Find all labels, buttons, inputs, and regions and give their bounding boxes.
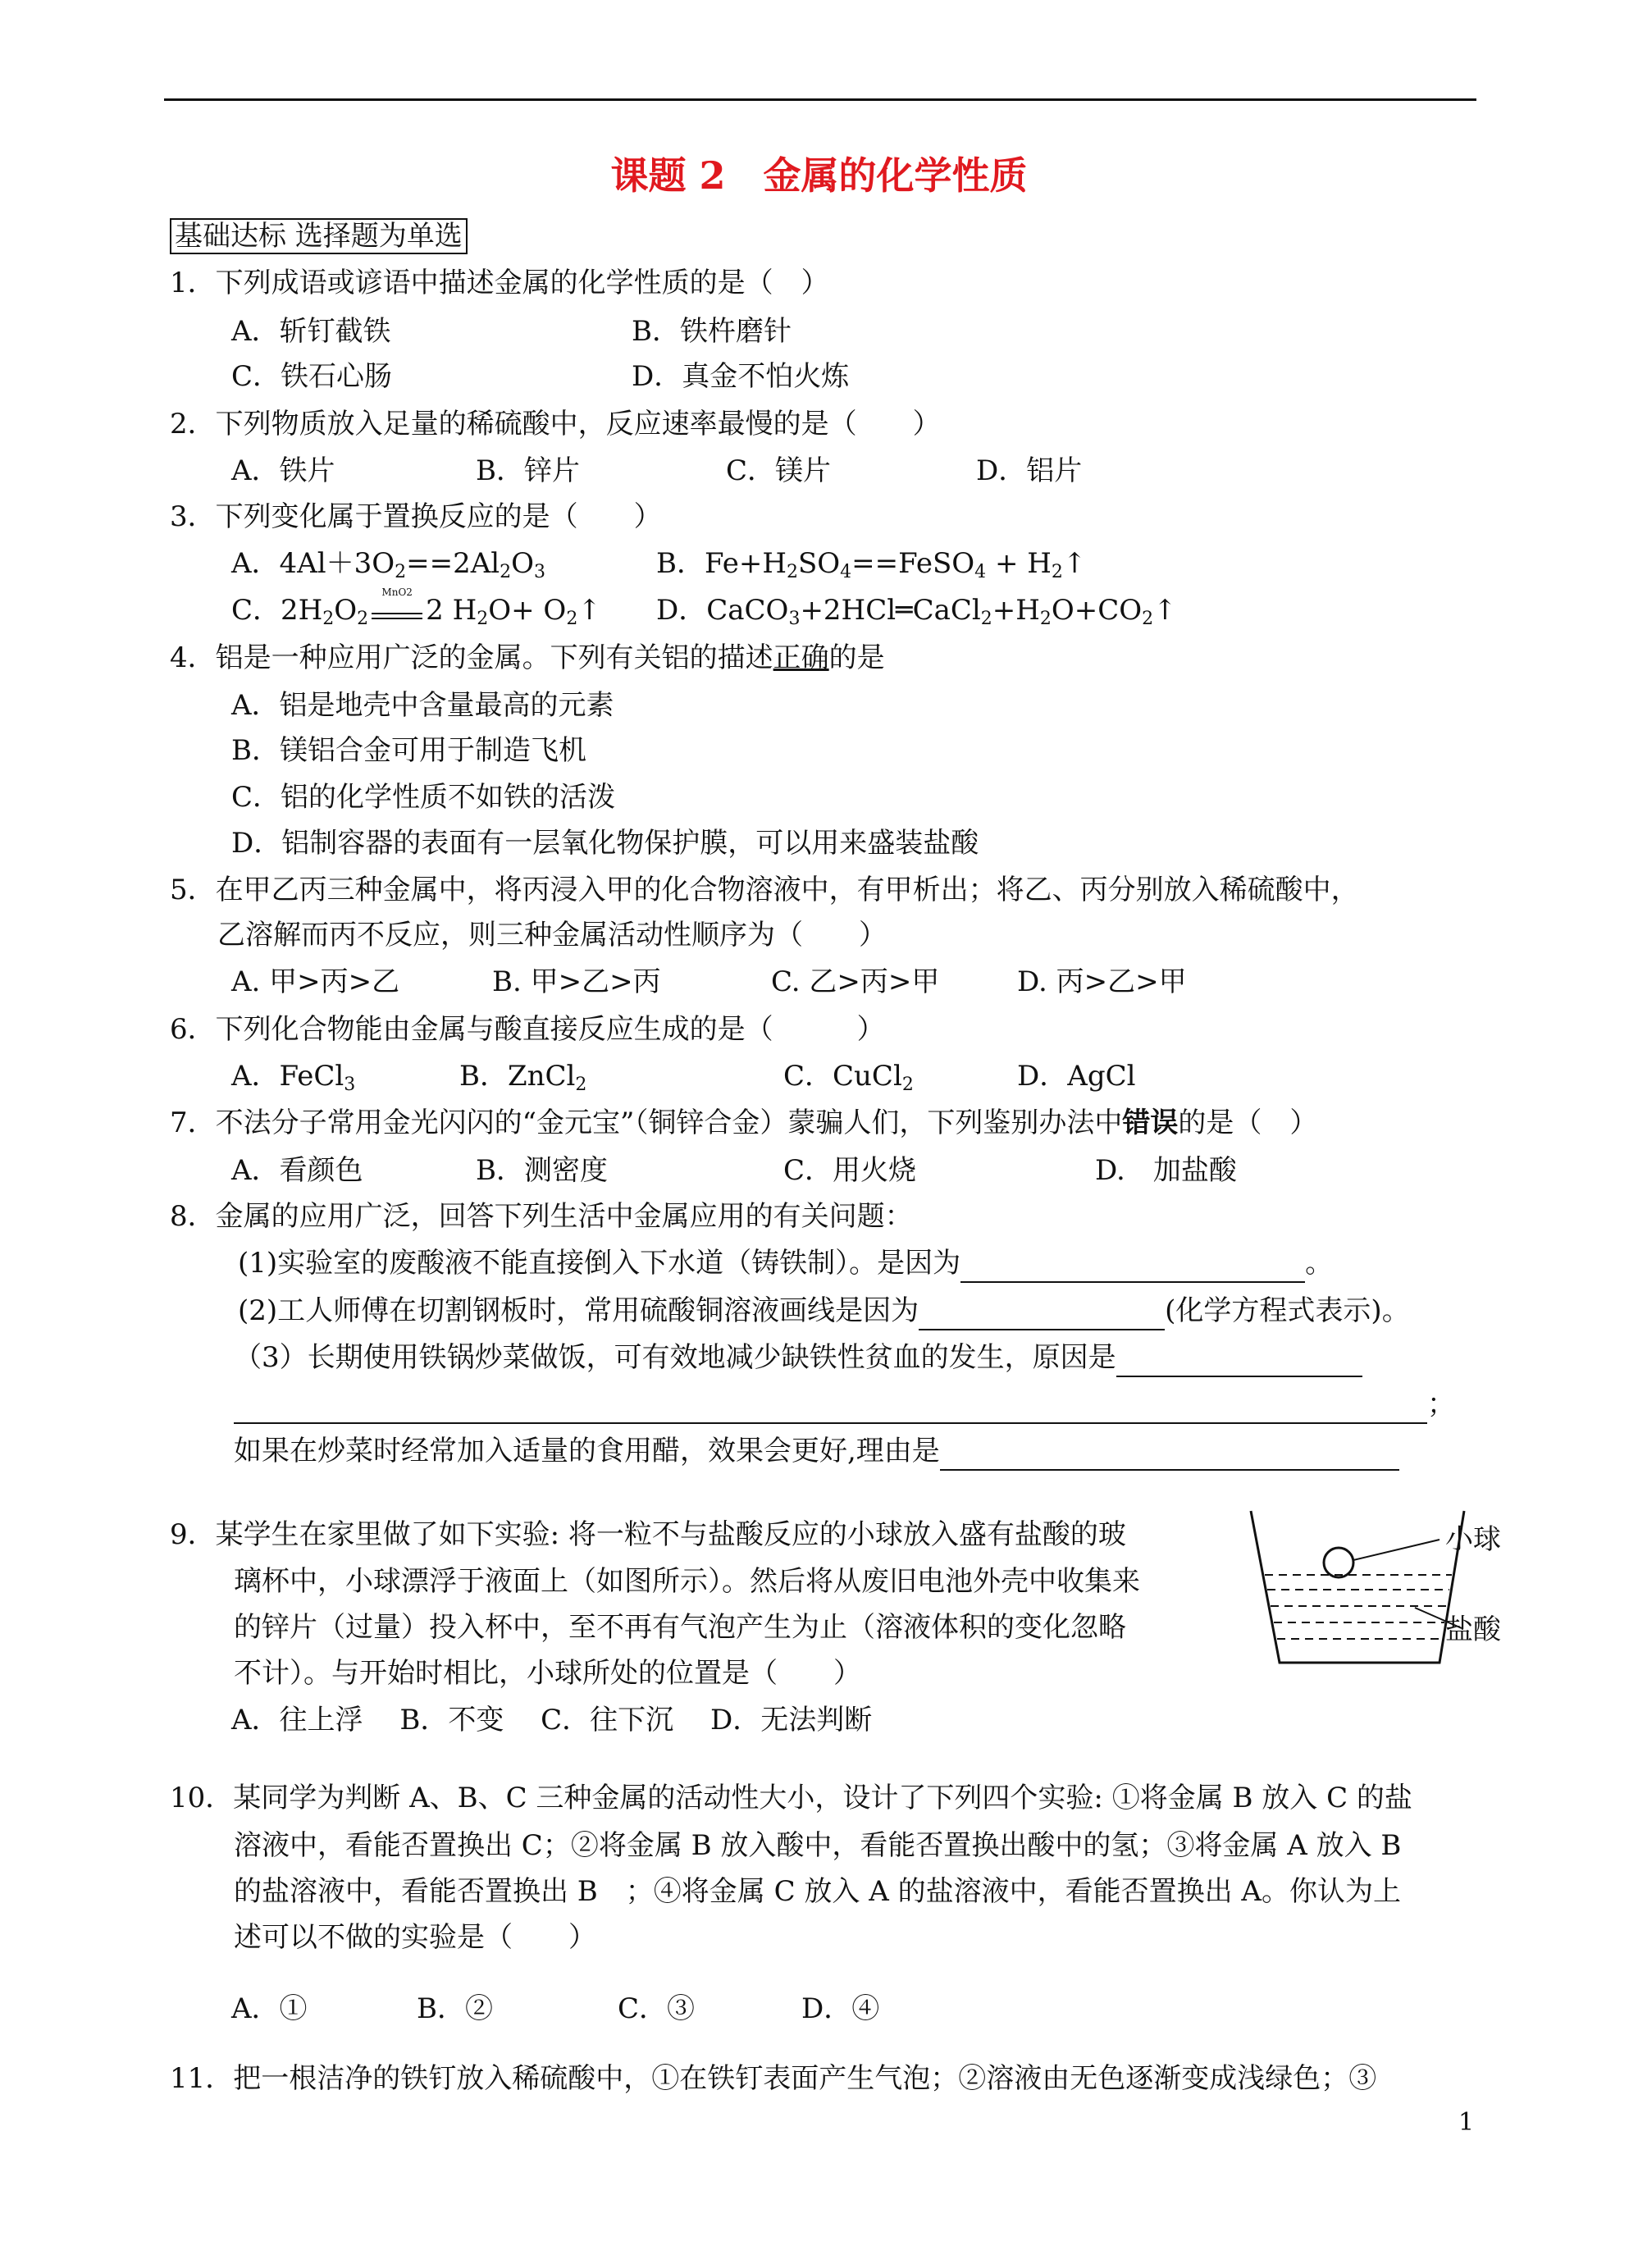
question-8-stem: 8．金属的应用广泛，回答下列生活中金属应用的有关问题： <box>170 1200 913 1233</box>
question-3-stem: 3．下列变化属于置换反应的是（ ） <box>170 500 662 533</box>
q7-option-b: B．测密度 <box>476 1154 608 1187</box>
q10-option-c: C．③ <box>618 1992 696 2025</box>
question-10-line-4: 述可以不做的实验是（ ） <box>234 1921 596 1954</box>
question-5-stem-line-1: 5．在甲乙丙三种金属中，将丙浸入甲的化合物溶液中，有甲析出；将乙、丙分别放入稀硫酸中， <box>170 874 1359 906</box>
question-2-stem: 2．下列物质放入足量的稀硫酸中，反应速率最慢的是（ ） <box>170 408 941 440</box>
q8-part-4: 如果在炒菜时经常加入适量的食用醋，效果会更好,理由是 <box>234 1433 1399 1471</box>
section-label: 基础达标 选择题为单选 <box>170 218 468 254</box>
question-1-stem: 1．下列成语或谚语中描述金属的化学性质的是（ ） <box>170 267 829 299</box>
page-number: 1 <box>1458 2108 1475 2137</box>
q2-option-a: A．铁片 <box>231 454 335 487</box>
question-11-line-1: 11．把一根洁净的铁钉放入稀硫酸中，①在铁钉表面产生气泡；②溶液由无色逐渐变成浅绿色；③ <box>170 2062 1377 2095</box>
q8-part-1: (1)实验室的废酸液不能直接倒入下水道（铸铁制）。是因为 。 <box>238 1245 1333 1283</box>
q7-option-c: C．用火烧 <box>783 1154 917 1187</box>
question-10-line-1: 10．某同学为判断 A、B、C 三种金属的活动性大小，设计了下列四个实验: ①将金属 B 放入 C 的盐 <box>170 1782 1412 1814</box>
q6-option-d: D．AgCl <box>1017 1060 1136 1093</box>
q8-part-2: (2)工人师傅在切割钢板时，常用硫酸铜溶液画线是因为 (化学方程式表示)。 <box>238 1293 1410 1330</box>
q10-option-b: B．② <box>417 1992 493 2025</box>
page-title: 课题 2 金属的化学性质 <box>610 153 1028 198</box>
q3-option-b: B．$Fe+H_2SO_4==FeSO_4$ + $H_2↑$ <box>656 547 1087 582</box>
catalyst-arrow: MnO2 <box>372 598 422 619</box>
q4-option-b: B．镁铝合金可用于制造飞机 <box>231 734 586 767</box>
q4-option-d: D．铝制容器的表面有一层氧化物保护膜，可以用来盛装盐酸 <box>231 827 979 860</box>
q1-option-b: B．铁杵磨针 <box>632 315 792 348</box>
beaker-figure <box>1247 1493 1476 1698</box>
label-acid: 盐酸 <box>1445 1613 1501 1646</box>
q5-option-c: C. 乙>丙>甲 <box>771 965 940 998</box>
q6-option-a: A．FeCl$_3$ <box>231 1060 356 1095</box>
q8-answer-blank-2[interactable] <box>919 1293 1165 1330</box>
question-10-line-2: 溶液中，看能否置换出 C；②将金属 B 放入酸中，看能否置换出酸中的氢；③将金属 A 放入 B <box>234 1829 1402 1862</box>
question-9-line-4: 不计）。与开始时相比，小球所处的位置是（ ） <box>234 1657 861 1690</box>
ball <box>1324 1548 1353 1577</box>
q8-part-3-continued: ； <box>234 1386 1455 1424</box>
beaker-outline <box>1251 1511 1464 1663</box>
label-ball: 小球 <box>1445 1523 1501 1556</box>
q4-option-a: A．铝是地壳中含量最高的元素 <box>231 689 614 722</box>
q2-option-d: D．铝片 <box>976 454 1083 487</box>
q1-option-d: D．真金不怕火炼 <box>632 360 850 393</box>
question-7-stem: 7．不法分子常用金光闪闪的“金元宝”（铜锌合金）蒙骗人们，下列鉴别办法中错误的是（ ） <box>170 1107 1318 1139</box>
q10-option-a: A．① <box>231 1992 308 2025</box>
q6-option-b: B．ZnCl$_2$ <box>459 1060 587 1095</box>
q8-answer-blank-1[interactable] <box>960 1245 1305 1283</box>
q8-part-3: （3）长期使用铁锅炒菜做饭，可有效地减少缺铁性贫血的发生，原因是 <box>234 1339 1362 1377</box>
q9-options: A．往上浮 B．不变 C．往下沉 D．无法判断 <box>231 1704 873 1736</box>
ball-leader-line <box>1353 1540 1440 1560</box>
q8-answer-blank-3[interactable] <box>1116 1339 1362 1377</box>
question-4-stem: 4．铝是一种应用广泛的金属。下列有关铝的描述正确的是 <box>170 641 885 674</box>
question-5-stem-line-2: 乙溶解而丙不反应，则三种金属活动性顺序为（ ） <box>217 919 887 951</box>
acid-liquid <box>1265 1575 1452 1639</box>
q4-option-c: C．铝的化学性质不如铁的活泼 <box>231 781 616 814</box>
q7-option-a: A．看颜色 <box>231 1154 363 1187</box>
q5-option-d: D. 丙>乙>甲 <box>1017 965 1187 998</box>
q3-option-c: C．$2H_2O_2$ MnO2 2 $H_2O+$ $O_2↑$ <box>231 586 601 629</box>
q2-option-c: C．镁片 <box>726 454 832 487</box>
q8-answer-blank-4[interactable] <box>940 1433 1399 1471</box>
q3-option-d: D．$CaCO_3+2HCl═CaCl_2+H_2O+CO_2↑$ <box>656 594 1177 629</box>
question-9-line-1: 9．某学生在家里做了如下实验: 将一粒不与盐酸反应的小球放入盛有盐酸的玻 <box>170 1518 1126 1551</box>
question-9-line-3: 的锌片（过量）投入杯中，至不再有气泡产生为止（溶液体积的变化忽略 <box>234 1611 1126 1644</box>
q6-option-c: C．CuCl$_2$ <box>783 1060 914 1095</box>
q10-option-d: D．④ <box>801 1992 880 2025</box>
q5-option-b: B. 甲>乙>丙 <box>492 965 661 998</box>
q1-option-c: C．铁石心肠 <box>231 360 393 393</box>
q7-option-d: D. 加盐酸 <box>1095 1154 1237 1187</box>
q3-option-a: A．$4Al+3O_2==2Al_2O_3$ <box>231 547 546 582</box>
top-rule <box>164 98 1476 101</box>
q5-option-a: A. 甲>丙>乙 <box>231 965 400 998</box>
question-6-stem: 6．下列化合物能由金属与酸直接反应生成的是（ ） <box>170 1013 885 1046</box>
q1-option-a: A．斩钉截铁 <box>231 315 391 348</box>
question-10-line-3: 的盐溶液中，看能否置换出 B ；④将金属 C 放入 A 的盐溶液中，看能否置换出 A。你认为上 <box>234 1875 1401 1908</box>
q8-answer-blank-3b[interactable] <box>234 1386 1427 1424</box>
question-9-line-2: 璃杯中，小球漂浮于液面上（如图所示）。然后将从废旧电池外壳中收集来 <box>234 1565 1140 1598</box>
q2-option-b: B．锌片 <box>476 454 580 487</box>
